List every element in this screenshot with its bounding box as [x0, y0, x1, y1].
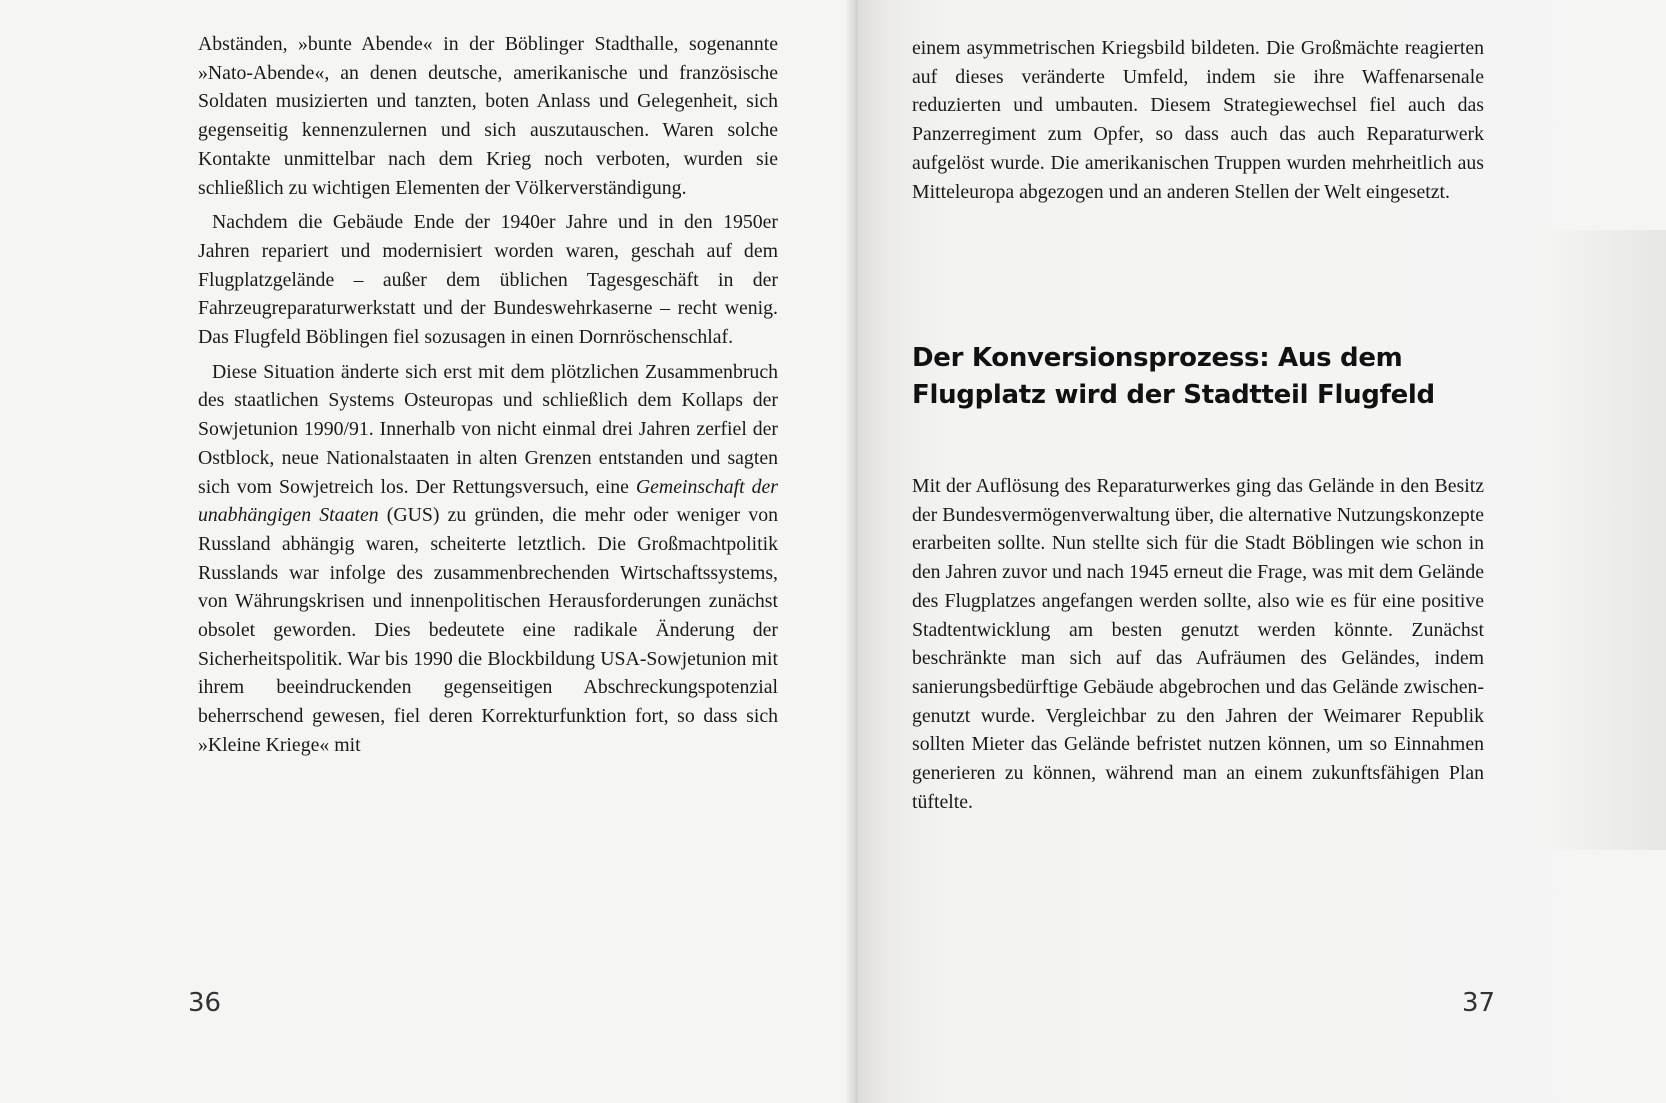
emphasis-text: Gemeinschaft der unabhängigen Staaten [198, 475, 778, 527]
section-heading-line: Der Konversionsprozess: Aus dem [912, 343, 1403, 373]
paragraph-text: Diese Situation änderte sich erst mit dem plötzlichen Zusammenbruch des staatlichen Systems Osteuropas und schließlich dem Kollaps der Sowjetunion 1990/91. Innerhalb von nicht einmal drei Jahren zerfiel der Ostblock, neue Nationalstaaten in alten Grenzen entstanden und sagten sich vom Sowjetreich los. Der Rettungsversuch, eine [198, 360, 778, 498]
left-page-text [198, 30, 778, 760]
section-heading [912, 340, 1512, 414]
paragraph: Abständen, »bunte Abende« in der Böblinger Stadthalle, sogenannte »Nato-Abende«, an denen deutsche, amerikanische und französische Soldaten musizierten und tanzten, boten Anlass und Gelegenheit, sich gegenseitig kennenzulernen und sich auszutauschen. Waren solche Kontakte unmittelbar nach dem Krieg noch verboten, wurden sie schließlich zu wichtigen Elementen der Völkerverständigung. [198, 33, 778, 199]
section-body [912, 472, 1484, 816]
section-heading-line: Flugplatz wird der Stadtteil Flugfeld [912, 380, 1435, 410]
paragraph: Mit der Auflösung des Reparaturwerkes ging das Gelände in den Besitz der Bundesvermögenverwaltung über, die alternative Nutzungskonzepte erarbeiten sollte. Nun stellte sich für die Stadt Böblingen wie schon in den Jahren zuvor und nach 1945 erneut die Frage, was mit dem Gelände des Flugplatzes angefangen werden sollte, also wie es für eine positive Stadtentwicklung am besten genutzt werden könnte. Zunächst beschränkte man sich auf das Aufräumen des Geländes, indem sanierungsbedürftige Gebäude abgebrochen und das Gelände zwischengenutzt wurde. Vergleichbar zu den Jahren der Weimarer Republik sollten Mieter das Gelände befristet nutzen können, um so Einnahmen generieren zu können, während man an einem zukunftsfähigen Plan tüftelte. [912, 475, 1484, 813]
paragraph [198, 358, 778, 760]
page-number-left: 36 [188, 988, 222, 1018]
paragraph: einem asymmetrischen Kriegsbild bildeten. Die Großmächte reagierten auf dieses veränderte Umfeld, indem sie ihre Waffenarsenale reduzierten und umbauten. Diesem Strategiewechsel fiel auch das Panzerregiment zum Opfer, so dass auch das auch Reparaturwerk aufgelöst wurde. Die amerikanischen Truppen wurden mehrheitlich aus Mitteleuropa abgezogen und an anderen Stellen der Welt eingesetzt. [912, 37, 1484, 203]
page-number-right: 37 [1462, 988, 1496, 1018]
right-page-continuation [912, 34, 1484, 206]
page-shadow [1536, 230, 1666, 850]
paragraph-text: (GUS) zu gründen, die mehr oder weniger von Russland abhängig waren, scheiterte letztlich. Die Großmachtpolitik Russlands war infolge des zusammenbrechenden Wirtschaftssystems, von Währungskrisen und innenpolitischen Herausforderungen zunächst obsolet geworden. Dies bedeutete eine radikale Änderung der Sicherheitspolitik. War bis 1990 die Blockbildung USA-Sowjetunion mit ihrem beeindruckenden gegenseitigen Abschreckungspotenzial beherrschend gewesen, fiel deren Korrekturfunktion fort, so dass sich »Kleine Kriege« mit [198, 504, 778, 756]
paragraph: Nachdem die Gebäude Ende der 1940er Jahre und in den 1950er Jahren repariert und modernisiert worden waren, geschah auf dem Flugplatzgelände – außer dem üblichen Tagesgeschäft in der Fahrzeugreparaturwerkstatt und der Bundeswehrkaserne – recht wenig. Das Flugfeld Böblingen fiel sozusagen in einen Dornröschenschlaf. [198, 211, 778, 349]
